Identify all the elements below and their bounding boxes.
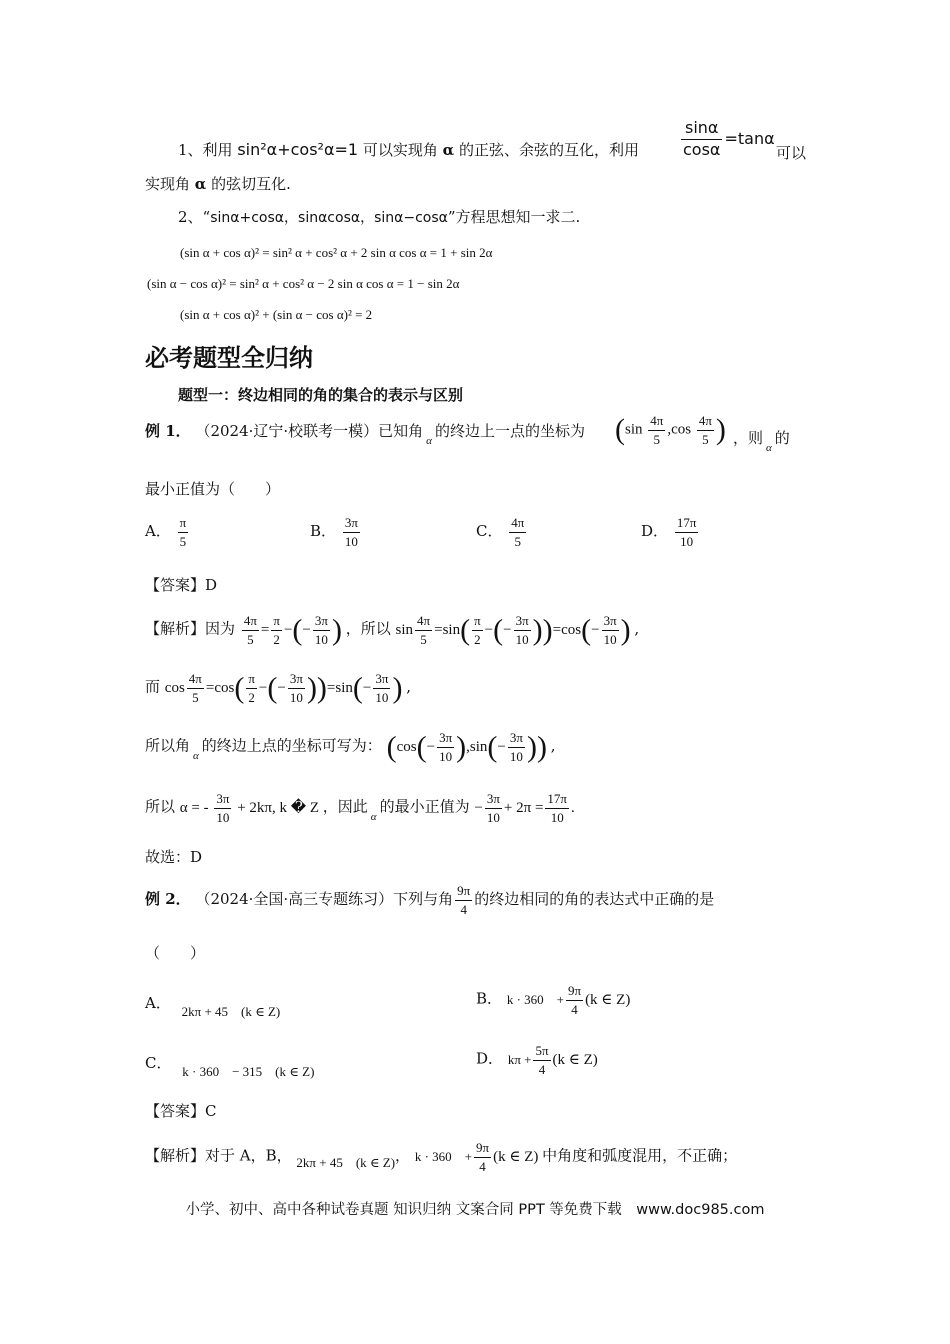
alpha-symbol: α bbox=[193, 749, 199, 762]
analysis-text: 所以 bbox=[145, 797, 176, 816]
paren-close: ) bbox=[715, 413, 726, 447]
analysis-label: 【解析】 bbox=[145, 1146, 206, 1165]
alpha-symbol: α bbox=[766, 442, 772, 454]
cos-fn: cos bbox=[561, 621, 582, 638]
denominator: 5 bbox=[420, 631, 427, 647]
option-a[interactable] bbox=[145, 994, 281, 1019]
sin-fn: sin bbox=[442, 621, 461, 638]
fraction bbox=[514, 614, 531, 646]
fraction bbox=[508, 731, 525, 763]
numerator: 3π bbox=[602, 614, 619, 631]
example-1-conclusion: 故选：D bbox=[145, 848, 203, 866]
analysis-line-1 bbox=[145, 614, 639, 646]
denominator: 2 bbox=[474, 631, 481, 647]
analysis-line-3 bbox=[145, 731, 555, 763]
minus: − bbox=[426, 738, 436, 755]
paren-close: ) bbox=[456, 730, 467, 764]
example-text: 的终边上一点的坐标为 bbox=[434, 422, 585, 440]
option-letter: B． bbox=[476, 989, 503, 1008]
expr-suffix: (k ∈ Z) bbox=[585, 991, 631, 1008]
formula-2: (sin α − cos α)² = sin² α + cos² α − 2 sin α cos α = 1 − sin 2α bbox=[147, 276, 460, 291]
analysis-text: ，所以 bbox=[345, 619, 391, 638]
sin-over-cos-fraction bbox=[681, 120, 722, 159]
denominator: 4 bbox=[538, 1061, 546, 1077]
answer-value: C bbox=[205, 1102, 217, 1120]
denominator: 10 bbox=[216, 809, 230, 825]
fraction bbox=[288, 672, 305, 704]
option-fraction bbox=[343, 516, 360, 548]
analysis-text: 的终边上点的坐标可写为： bbox=[201, 736, 382, 755]
denominator: 10 bbox=[680, 533, 694, 549]
equals: = bbox=[260, 621, 270, 638]
fraction bbox=[485, 792, 502, 824]
example-source: （2024·辽宁·校联考一模）已知角 bbox=[195, 422, 424, 440]
option-c[interactable] bbox=[145, 1054, 315, 1079]
numerator: 3π bbox=[214, 792, 231, 809]
minus: − bbox=[484, 621, 494, 638]
equals: = bbox=[434, 621, 443, 638]
paren-open: ( bbox=[292, 613, 303, 647]
option-expr: k · 360 − 315 (k ∈ Z) bbox=[182, 1064, 315, 1079]
analysis-text: 的最小正值为 bbox=[379, 797, 470, 816]
example-text: 的终边相同的角的表达式中正确的是 bbox=[474, 890, 715, 909]
minus: − bbox=[277, 679, 286, 696]
paren-open: ( bbox=[234, 671, 245, 705]
numerator: 17π bbox=[545, 792, 569, 809]
fraction bbox=[648, 414, 665, 446]
paren-open: ( bbox=[416, 730, 427, 764]
alpha-symbol: α bbox=[194, 175, 207, 193]
paren-close: ) bbox=[331, 613, 342, 647]
example-text: ，则 bbox=[733, 429, 764, 447]
minus: − bbox=[591, 621, 600, 638]
denominator: 10 bbox=[486, 809, 500, 825]
denominator: 10 bbox=[509, 748, 523, 764]
intro-text: 的正弦、余弦的互化，利用 bbox=[459, 141, 640, 159]
fraction bbox=[697, 414, 714, 446]
option-b[interactable] bbox=[310, 516, 362, 548]
example-2-answer bbox=[145, 1104, 217, 1119]
numerator: 4π bbox=[187, 672, 204, 689]
numerator: π bbox=[271, 614, 282, 631]
paren-close: )) bbox=[526, 730, 547, 764]
paren-open: ( bbox=[460, 613, 471, 647]
numerator: 17π bbox=[675, 516, 699, 533]
numerator: 3π bbox=[373, 672, 390, 689]
answer-value: D bbox=[205, 576, 218, 594]
numerator: π bbox=[178, 516, 189, 533]
example-1-answer bbox=[145, 578, 217, 593]
option-letter: D． bbox=[641, 522, 669, 541]
type-one-heading: 题型一：终边相同的角的集合的表示与区别 bbox=[178, 386, 464, 404]
numerator: π bbox=[246, 672, 257, 689]
numerator: 3π bbox=[485, 792, 502, 809]
paren-open: ( bbox=[386, 730, 397, 764]
cos-fn: cos bbox=[214, 679, 235, 696]
fraction bbox=[242, 614, 259, 646]
intro-text: 1、利用 bbox=[178, 141, 233, 159]
periodic-term: + 2kπ, k � Z bbox=[237, 799, 320, 816]
analysis-text: 对于 A，B， bbox=[205, 1146, 292, 1165]
example-text: 的 bbox=[774, 429, 790, 447]
minus: − bbox=[497, 738, 506, 755]
denominator: 4 bbox=[460, 901, 467, 917]
sin-fn: sin bbox=[335, 679, 353, 696]
equals: = bbox=[326, 679, 336, 696]
option-letter: A． bbox=[145, 522, 171, 541]
fraction bbox=[214, 792, 231, 824]
analysis-text: ，因此 bbox=[322, 797, 368, 816]
numerator: 9π bbox=[566, 984, 583, 1001]
alpha-symbol: α bbox=[370, 810, 377, 823]
paren-close: )) bbox=[306, 671, 327, 705]
option-d[interactable] bbox=[641, 516, 700, 548]
denominator: 10 bbox=[515, 631, 529, 647]
paren-open: ( bbox=[615, 413, 625, 447]
fraction bbox=[545, 792, 569, 824]
fraction bbox=[455, 884, 472, 916]
option-b[interactable] bbox=[476, 984, 630, 1016]
analysis-text: 而 bbox=[145, 677, 161, 696]
minus: − bbox=[362, 679, 372, 696]
paren-open: ( bbox=[493, 613, 504, 647]
option-c[interactable] bbox=[476, 516, 528, 548]
option-fraction bbox=[178, 516, 189, 548]
tan-rhs: =tanα bbox=[724, 128, 775, 148]
example-2-analysis bbox=[145, 1141, 737, 1173]
comma: , bbox=[550, 736, 556, 755]
answer-label: 【答案】 bbox=[145, 1102, 206, 1120]
fraction-numerator: sinα bbox=[681, 120, 722, 140]
paren-open: ( bbox=[352, 671, 363, 705]
option-expr: 2kπ + 45 (k ∈ Z) bbox=[181, 1004, 281, 1019]
numerator: 9π bbox=[474, 1141, 491, 1158]
sin-fn: sin bbox=[625, 421, 643, 438]
numerator: 3π bbox=[514, 614, 531, 631]
analysis-text: 所以角 bbox=[145, 736, 191, 755]
cos-fn: cos bbox=[164, 679, 185, 696]
numerator: 4π bbox=[242, 614, 259, 631]
intro-text: 可以实现角 bbox=[362, 141, 438, 159]
denominator: 10 bbox=[375, 689, 389, 705]
intro-text: 的弦切互化. bbox=[211, 175, 291, 193]
numerator: 4π bbox=[648, 414, 665, 431]
example-label: 例 2． bbox=[145, 890, 191, 909]
numerator: π bbox=[472, 614, 483, 631]
option-letter: B． bbox=[310, 522, 337, 541]
fraction bbox=[437, 731, 454, 763]
option-letter: A． bbox=[145, 994, 171, 1012]
alpha-equals: α = - bbox=[179, 799, 209, 816]
intro-line-3 bbox=[178, 210, 580, 225]
fraction bbox=[313, 614, 330, 646]
intro-line-2 bbox=[145, 177, 291, 192]
comma: , bbox=[667, 421, 672, 438]
option-a[interactable] bbox=[145, 516, 190, 548]
fraction bbox=[246, 672, 257, 704]
fraction bbox=[566, 984, 583, 1016]
denominator: 5 bbox=[702, 431, 709, 447]
denominator: 2 bbox=[273, 631, 280, 647]
comma: , bbox=[406, 677, 411, 696]
example-1-stem-end bbox=[733, 429, 790, 454]
denominator: 10 bbox=[439, 748, 453, 764]
paren-close: ) bbox=[620, 613, 631, 647]
numerator: 3π bbox=[313, 614, 330, 631]
denominator: 4 bbox=[479, 1158, 486, 1174]
comma: , bbox=[634, 619, 640, 638]
equals: = bbox=[552, 621, 562, 638]
plus-two-pi: + 2π = bbox=[503, 799, 544, 816]
expr-prefix: kπ + bbox=[507, 1051, 532, 1067]
denominator: 10 bbox=[289, 689, 303, 705]
option-letter: C． bbox=[145, 1054, 172, 1072]
example-2-stem bbox=[145, 884, 714, 916]
denominator: 2 bbox=[248, 689, 255, 705]
denominator: 5 bbox=[179, 533, 187, 549]
minus: − bbox=[503, 621, 512, 638]
analysis-expr: 2kπ + 45 (k ∈ Z) bbox=[296, 1154, 396, 1170]
analysis-line-2 bbox=[145, 672, 411, 704]
fraction-denominator: cosα bbox=[683, 139, 721, 159]
paren-close: ) bbox=[392, 671, 403, 705]
sin-fn: sin bbox=[469, 738, 488, 755]
example-1-stem-line-2: 最小正值为（ ） bbox=[145, 480, 281, 498]
denominator: 5 bbox=[514, 533, 522, 549]
fraction bbox=[271, 614, 282, 646]
tan-identity bbox=[679, 120, 775, 159]
paren-open: ( bbox=[267, 671, 278, 705]
comma: , bbox=[466, 738, 470, 755]
intro-text: 实现角 bbox=[145, 175, 191, 193]
fraction bbox=[533, 1044, 550, 1076]
minus: − bbox=[302, 621, 311, 638]
example-1-point bbox=[615, 414, 726, 446]
example-2-paren: （ ） bbox=[145, 944, 206, 962]
expr-suffix: (k ∈ Z) bbox=[493, 1148, 539, 1165]
intro-text: 2、“ bbox=[178, 208, 211, 226]
formula-3: (sin α + cos α)² + (sin α − cos α)² = 2 bbox=[180, 307, 373, 322]
option-fraction bbox=[675, 516, 699, 548]
paren-open: ( bbox=[487, 730, 498, 764]
expr-prefix: k · 360 + bbox=[506, 991, 564, 1007]
alpha-symbol: α bbox=[442, 141, 455, 159]
analysis-label: 【解析】 bbox=[145, 619, 206, 638]
denominator: 5 bbox=[247, 631, 254, 647]
denominator: 10 bbox=[550, 809, 564, 825]
numerator: 4π bbox=[415, 614, 432, 631]
numerator: 3π bbox=[343, 516, 360, 533]
sin-fn: sin bbox=[395, 621, 414, 638]
fraction bbox=[474, 1141, 491, 1173]
equals: = bbox=[205, 679, 215, 696]
denominator: 10 bbox=[314, 631, 328, 647]
fraction bbox=[472, 614, 483, 646]
minus: − bbox=[283, 621, 293, 638]
cos-fn: cos bbox=[396, 738, 417, 755]
denominator: 4 bbox=[571, 1001, 578, 1017]
option-letter: D． bbox=[476, 1049, 504, 1068]
numerator: 9π bbox=[455, 884, 472, 901]
fraction bbox=[373, 672, 390, 704]
option-d[interactable] bbox=[476, 1044, 598, 1076]
option-fraction bbox=[509, 516, 526, 548]
numerator: 4π bbox=[697, 414, 714, 431]
numerator: 3π bbox=[288, 672, 305, 689]
fraction bbox=[187, 672, 204, 704]
expr-prefix: k · 360 + bbox=[414, 1148, 473, 1164]
cos-fn: cos bbox=[671, 421, 692, 438]
intro-text: ”方程思想知一求二. bbox=[447, 208, 581, 226]
example-source: （2024·全国·高三专题练习）下列与角 bbox=[195, 890, 454, 909]
option-letter: C． bbox=[476, 522, 503, 541]
section-title: 必考题型全归纳 bbox=[145, 343, 313, 372]
intro-line-1 bbox=[178, 142, 639, 158]
expr-suffix: (k ∈ Z) bbox=[552, 1051, 598, 1068]
fraction bbox=[602, 614, 619, 646]
period: . bbox=[571, 799, 575, 816]
numerator: 4π bbox=[509, 516, 526, 533]
denominator: 5 bbox=[192, 689, 199, 705]
formula-1: (sin α + cos α)² = sin² α + cos² α + 2 sin α cos α = 1 + sin 2α bbox=[180, 245, 493, 260]
numerator: 3π bbox=[437, 731, 454, 748]
paren-close: )) bbox=[532, 613, 553, 647]
paren-open: ( bbox=[581, 613, 592, 647]
numerator: 5π bbox=[533, 1044, 550, 1061]
denominator: 10 bbox=[603, 631, 617, 647]
minus: − bbox=[474, 799, 483, 816]
denominator: 5 bbox=[653, 431, 661, 447]
analysis-line-4 bbox=[145, 792, 575, 824]
fraction bbox=[415, 614, 432, 646]
sum-product-diff-exprs: sinα+cosα，sinαcosα，sinα−cosα bbox=[210, 210, 448, 226]
page-footer: 小学、初中、高中各种试卷真题 知识归纳 文案合同 PPT 等免费下载 www.doc985.com bbox=[185, 1202, 765, 1218]
analysis-text: 因为 bbox=[205, 619, 236, 638]
identity-sin-cos: sin²α+cos²α=1 bbox=[237, 140, 359, 159]
example-label: 例 1． bbox=[145, 422, 191, 440]
denominator: 10 bbox=[344, 533, 358, 549]
numerator: 3π bbox=[508, 731, 525, 748]
intro-line-1-suffix: 可以 bbox=[776, 144, 807, 162]
comma: ， bbox=[395, 1146, 411, 1165]
alpha-symbol: α bbox=[426, 435, 432, 447]
minus: − bbox=[258, 679, 268, 696]
example-1-stem bbox=[145, 422, 585, 447]
answer-label: 【答案】 bbox=[145, 576, 206, 594]
analysis-text: 中角度和弧度混用，不正确； bbox=[542, 1146, 738, 1165]
